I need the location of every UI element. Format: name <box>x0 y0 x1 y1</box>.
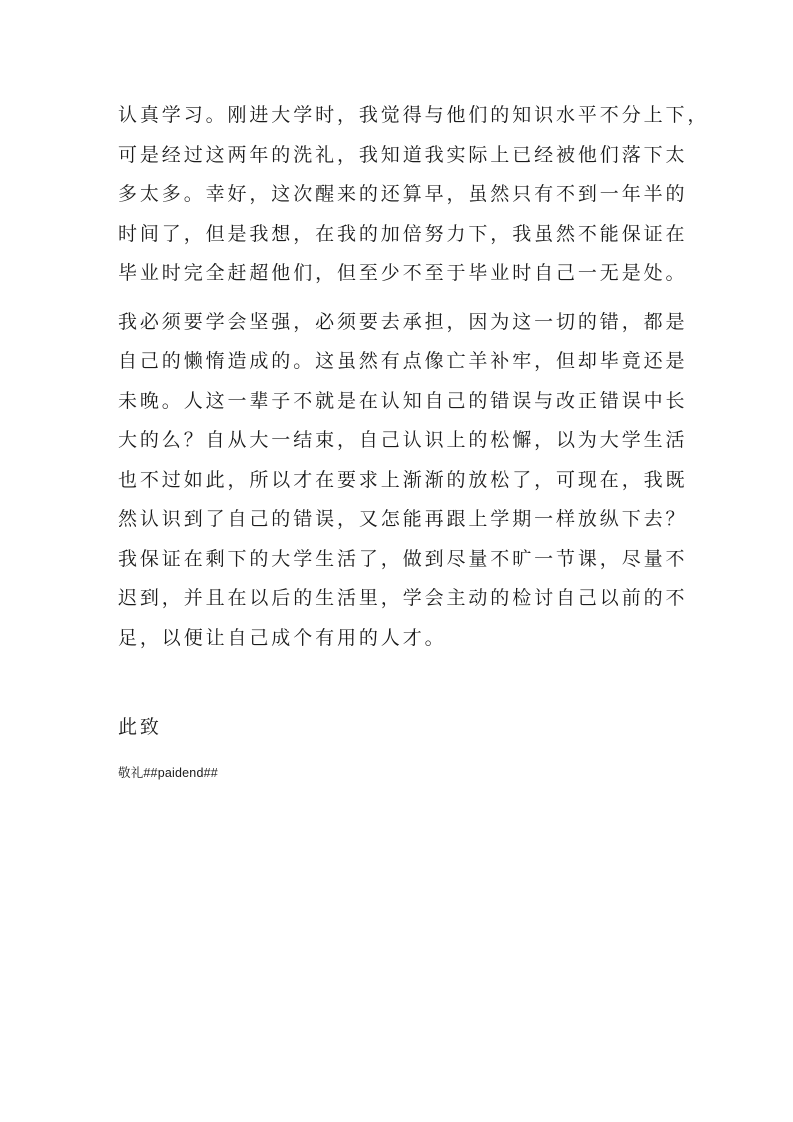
text-line: 我保证在剩下的大学生活了，做到尽量不旷一节课，尽量不 <box>118 547 688 570</box>
text-line: 多太多。幸好，这次醒来的还算早，虽然只有不到一年半的 <box>118 183 688 205</box>
paragraph-2 <box>118 303 688 659</box>
text-line: 毕业时完全赶超他们，但至少不至于毕业时自己一无是处。 <box>118 262 688 284</box>
closing-phrase: 此致 <box>118 716 162 738</box>
paragraph-1 <box>118 96 710 294</box>
letter-body <box>118 96 710 658</box>
text-line: 足，以便让自己成个有用的人才。 <box>118 626 447 649</box>
salutation: 敬礼##paidend## <box>118 766 218 780</box>
text-line: 认真学习。刚进大学时，我觉得与他们的知识水平不分上下， <box>118 104 710 126</box>
text-line: 自己的懒惰造成的。这虽然有点像亡羊补牢，但却毕竟还是 <box>118 350 688 372</box>
text-line: 我必须要学会坚强，必须要去承担，因为这一切的错，都是 <box>118 310 688 333</box>
text-line: 迟到，并且在以后的生活里，学会主动的检讨自己以前的不 <box>118 587 688 609</box>
text-line: 也不过如此，所以才在要求上渐渐的放松了，可现在，我既 <box>118 468 688 491</box>
text-line: 时间了，但是我想，在我的加倍努力下，我虽然不能保证在 <box>118 222 688 245</box>
text-line: 未晚。人这一辈子不就是在认知自己的错误与改正错误中长 <box>118 389 688 412</box>
text-line: 可是经过这两年的洗礼，我知道我实际上已经被他们落下太 <box>118 143 688 166</box>
text-line: 然认识到了自己的错误，又怎能再跟上学期一样放纵下去？ <box>118 508 688 530</box>
text-line: 大的么？自从大一结束，自己认识上的松懈，以为大学生活 <box>118 429 688 451</box>
